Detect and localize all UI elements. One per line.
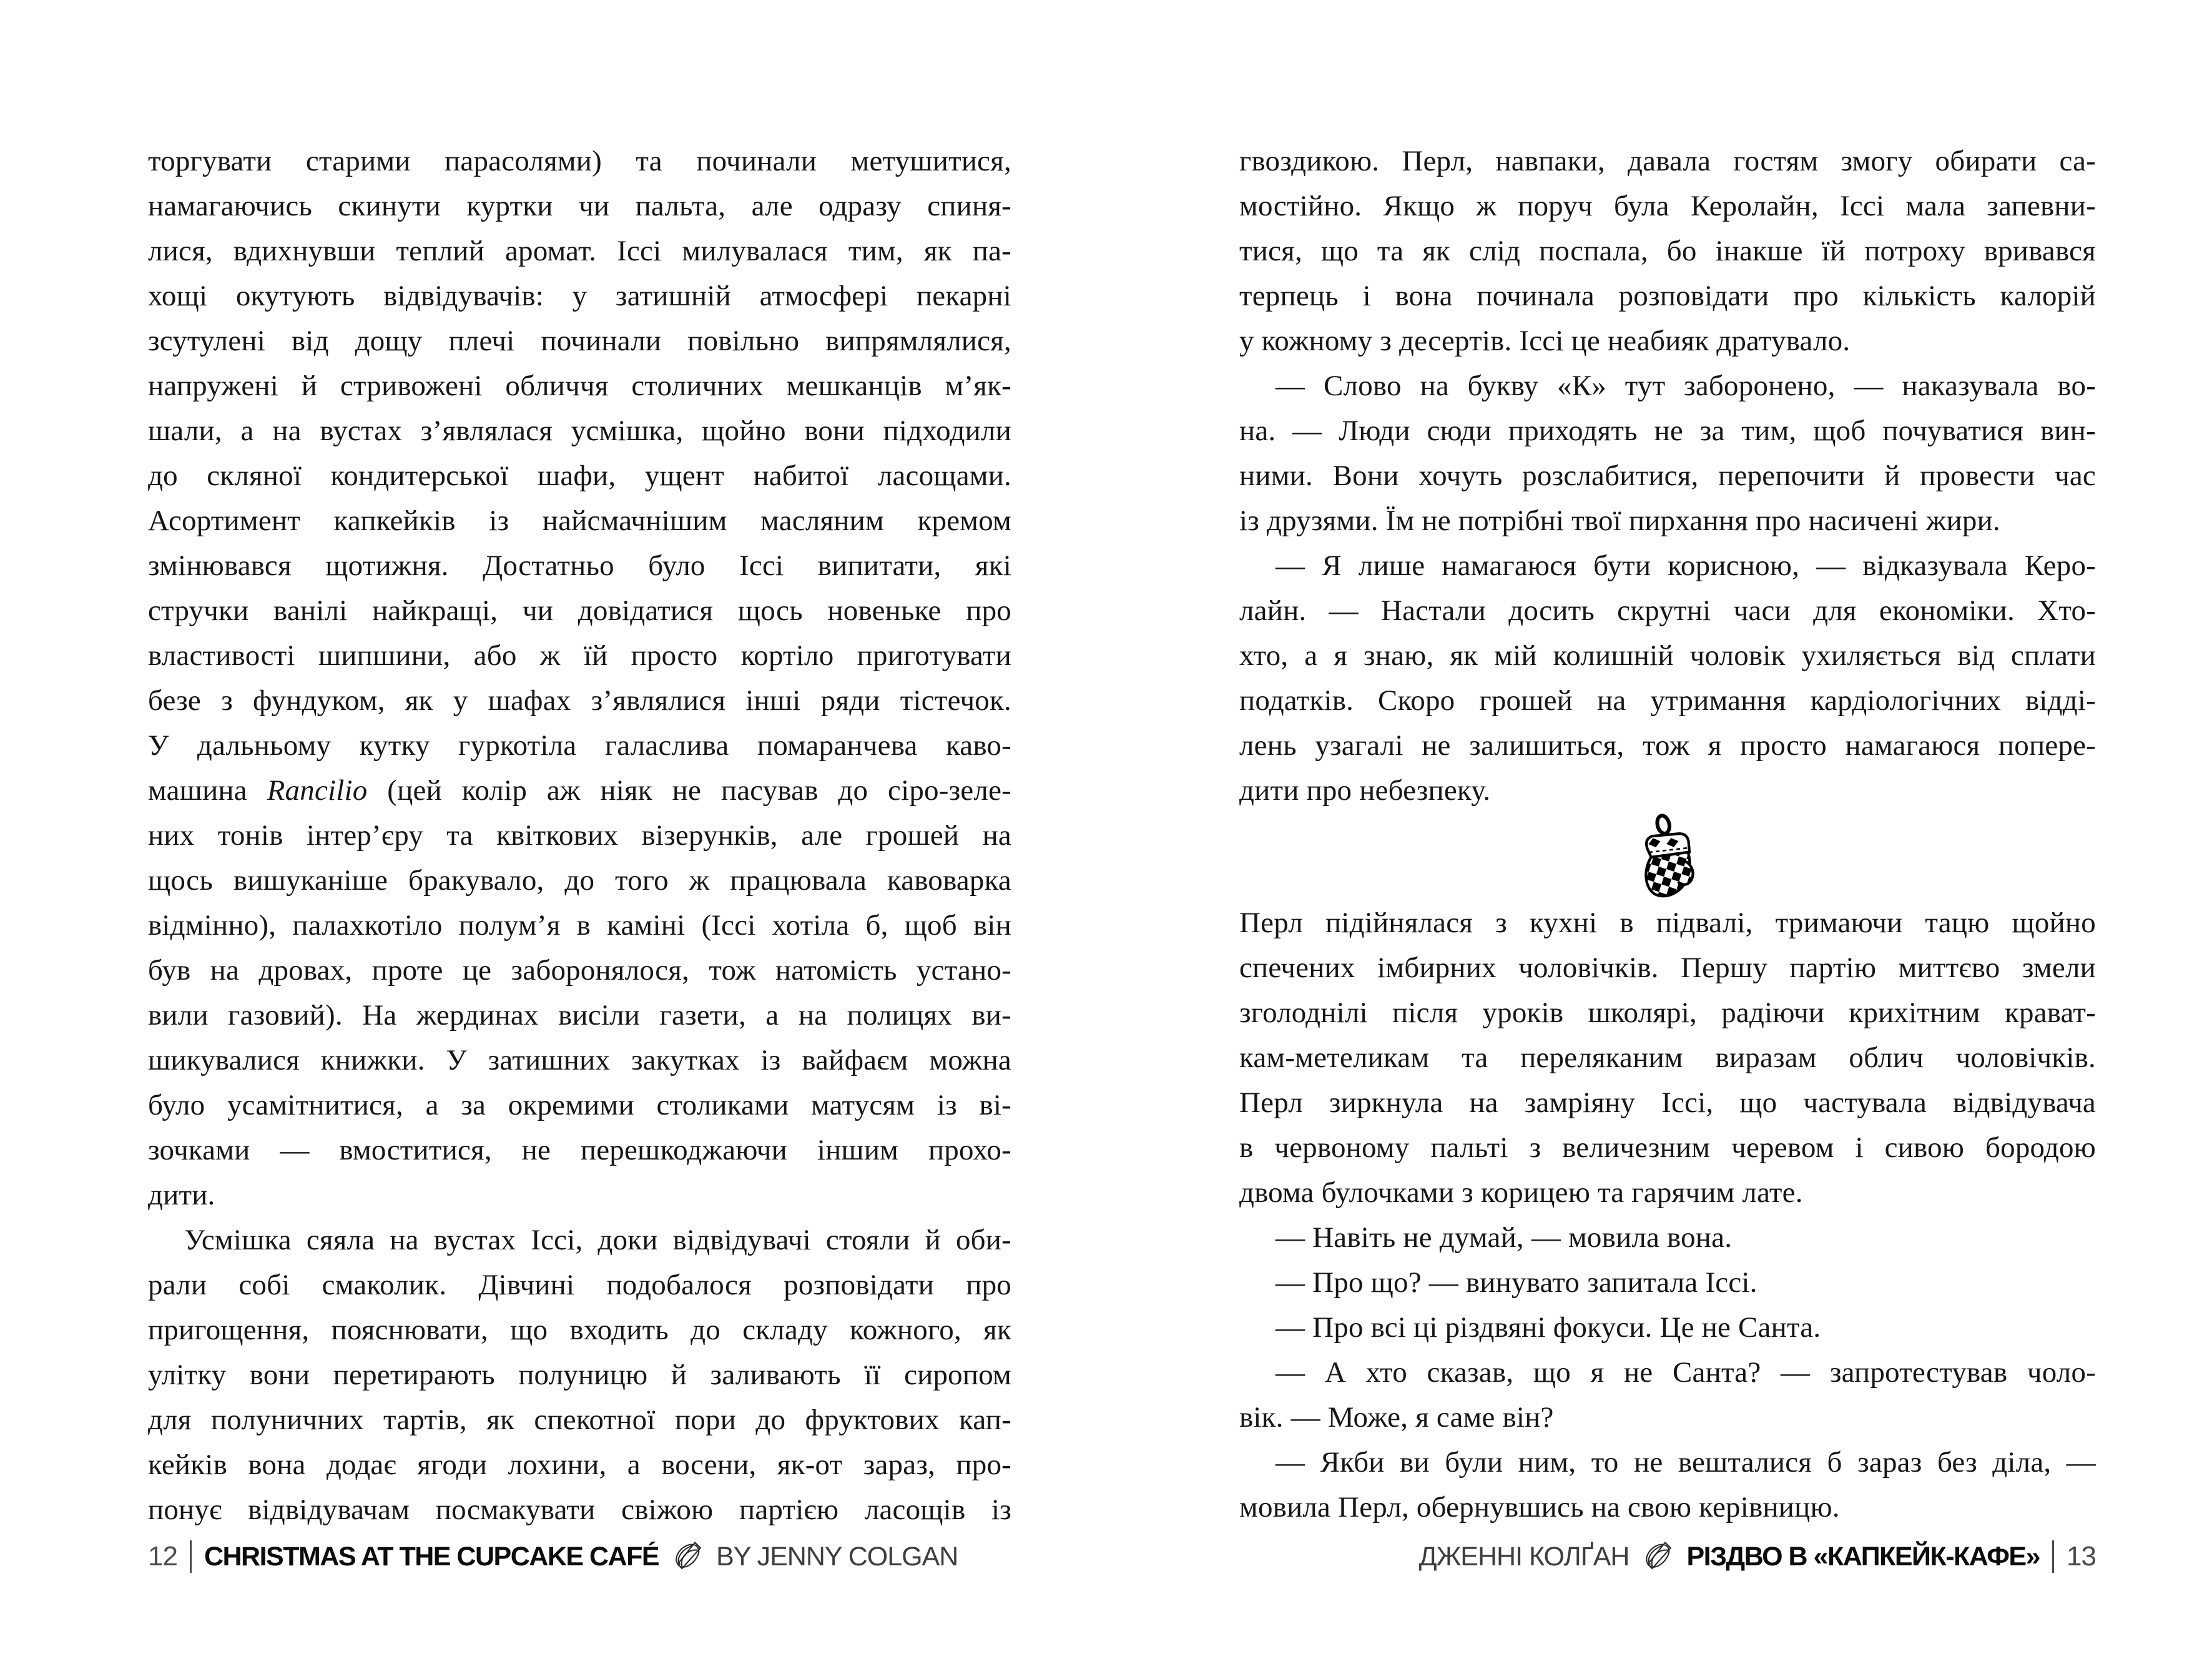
text-line: двома булочками з корицею та гарячим лате. — [1239, 1176, 1803, 1209]
text-line: змінювався щотижня. Достатньо було Іссі випитати, які — [148, 549, 1011, 582]
text-line: зсутулені від дощу плечі починали повільно випрямлялися, — [148, 325, 1011, 357]
text-line: зочками — вмоститися, не перешкоджаючи іншим прохо- — [148, 1134, 1011, 1166]
left-page-text — [148, 139, 1011, 1532]
right-page-text — [1239, 139, 2096, 1530]
text-line: Усмішка сяяла на вустах Іссі, доки відвідувачі стояли й оби- — [184, 1224, 1011, 1256]
text-line: торгувати старими парасолями) та починали метушитися, — [148, 145, 1011, 177]
text-line: властивості шипшини, або ж їй просто кортіло приготувати — [148, 639, 1011, 672]
text-line: лайн. — Настали досить скрутні часи для економіки. Хто- — [1239, 594, 2096, 627]
text-line: вили газовий). На жердинах висіли газети, а на полицях ви- — [148, 999, 1011, 1031]
text-line: щось вишуканіше бракувало, до того ж працювала кавоварка — [148, 864, 1011, 897]
text-line: стручки ванілі найкращі, чи довідатися щось новеньке про — [148, 594, 1011, 627]
book-title-ukrainian: РІЗДВО В «КАПКЕЙК-КАФЕ» — [1686, 1541, 2040, 1572]
footer-divider — [190, 1540, 192, 1573]
text-line: спечених імбирних чоловічків. Першу партію миттєво змели — [1239, 952, 2096, 984]
text-line: напружені й стривожені обличчя столичних мешканців м’як- — [148, 370, 1011, 402]
text-line: — Навіть не думай, — мовила вона. — [1276, 1221, 1733, 1254]
text-line: — Про всі ці різдвяні фокуси. Це не Санта. — [1276, 1311, 1821, 1344]
text-line: кейків вона додає ягоди лохини, а восени, як-от зараз, про- — [148, 1449, 1011, 1481]
left-page-footer — [148, 1538, 958, 1575]
text-line: мовила Перл, обернувшись на свою керівницю. — [1239, 1491, 1840, 1524]
text-line: шикувалися книжки. У затишних закутках із вайфаєм можна — [148, 1044, 1011, 1076]
right-page-paragraphs-top — [1239, 139, 2096, 813]
text-line: — Про що? — винувато запитала Іссі. — [1276, 1266, 1757, 1299]
text-line: в червоному пальті з величезним черевом і сивою бородою — [1239, 1131, 2096, 1164]
right-page-footer — [1418, 1538, 2096, 1575]
text-line: Перл зиркнула на замріяну Іссі, що частувала відвідувача — [1239, 1086, 2096, 1119]
text-line: відмінно), палахкотіло полум’я в каміні (Іссі хотіла б, щоб він — [148, 909, 1011, 942]
text-line: тися, що та як слід поспала, бо інакше їй потроху вривався — [1239, 235, 2096, 267]
text-line: хто, а я знаю, як мій колишній чоловік ухиляється від сплати — [1239, 639, 2096, 672]
text-line: — Слово на букву «К» тут заборонено, — наказувала во- — [1276, 370, 2096, 402]
text-line: них тонів інтер’єру та квіткових візерунків, але грошей на — [148, 819, 1011, 852]
text-line: машина Rancilio (цей колір аж ніяк не пасував до сіро-зеле- — [148, 774, 1011, 807]
text-line: хощі окутують відвідувачів: у затишній атмосфері пекарні — [148, 280, 1011, 312]
footer-divider — [2052, 1540, 2054, 1573]
author-english: BY JENNY COLGAN — [716, 1541, 958, 1572]
text-line: лися, вдихнувши теплий аромат. Іссі милувалася тим, як па- — [148, 235, 1011, 267]
text-line: пригощення, пояснювати, що входить до складу кожного, як — [148, 1314, 1011, 1346]
text-line: мостійно. Якщо ж поруч була Керолайн, Іссі мала запевни- — [1239, 190, 2096, 222]
text-line: терпець і вона починала розповідати про кількість калорій — [1239, 280, 2096, 312]
section-break-ornament — [1239, 813, 2096, 900]
author-ukrainian: ДЖЕННІ КОЛҐАН — [1418, 1541, 1630, 1572]
text-line: до скляної кондитерської шафи, ущент набитої ласощами. — [148, 460, 1011, 492]
text-line: ними. Вони хочуть розслабитися, перепочити й провести час — [1239, 460, 2096, 492]
right-page-paragraphs-bottom — [1239, 900, 2096, 1530]
text-line: — А хто сказав, що я не Санта? — запротестував чоло- — [1276, 1356, 2096, 1389]
text-line: безе з фундуком, як у шафах з’являлися інші ряди тістечок. — [148, 684, 1011, 717]
text-line: був на дровах, проте це заборонялося, тож натомість устано- — [148, 954, 1011, 987]
text-line: Перл підійнялася з кухні в підвалі, тримаючи тацю щойно — [1239, 907, 2096, 939]
text-line: вік. — Може, я саме він? — [1239, 1401, 1554, 1434]
text-line: було усамітнитися, а за окремими столиками матусям із ві- — [148, 1089, 1011, 1121]
text-line: улітку вони перетирають полуницю й заливають її сиропом — [148, 1359, 1011, 1391]
text-line: намагаючись скинути куртки чи пальта, але одразу спиня- — [148, 190, 1011, 222]
text-line: Асортимент капкейків із найсмачнішим масляним кремом — [148, 505, 1011, 537]
text-line: зголоднілі після уроків школярі, радіючи крихітним крават- — [1239, 997, 2096, 1029]
whisk-icon — [1641, 1540, 1674, 1573]
text-line: у кожному з десертів. Іссі це неабияк дратувало. — [1239, 325, 1851, 357]
book-title-english: CHRISTMAS AT THE CUPCAKE CAFÉ — [204, 1541, 659, 1572]
text-line: понує відвідувачам посмакувати свіжою партією ласощів із — [148, 1494, 1011, 1526]
text-line: дити про небезпеку. — [1239, 774, 1491, 807]
text-line: — Я лише намагаюся бути корисною, — відказувала Керо- — [1276, 549, 2096, 582]
text-line: — Якби ви були ним, то не вешталися б зараз без діла, — — [1276, 1446, 2096, 1479]
text-line: із друзями. Їм не потрібні твої пирхання про насичені жири. — [1239, 505, 2000, 537]
whisk-icon — [671, 1540, 704, 1573]
text-line: дити. — [148, 1179, 215, 1211]
text-line: кам-метеликам та переляканим виразам облич чоловічків. — [1239, 1041, 2096, 1074]
text-line: на. — Люди сюди приходять не за тим, щоб почуватися вин- — [1239, 415, 2096, 447]
text-line: для полуничних тартів, як спекотної пори до фруктових кап- — [148, 1404, 1011, 1436]
right-page-number: 13 — [2067, 1541, 2096, 1572]
text-line: податків. Скоро грошей на утримання кардіологічних відді- — [1239, 684, 2096, 717]
text-line: гвоздикою. Перл, навпаки, давала гостям змогу обирати са- — [1239, 145, 2096, 177]
text-line: рали собі смаколик. Дівчині подобалося розповідати про — [148, 1269, 1011, 1301]
text-line: шали, а на вустах з’являлася усмішка, щойно вони підходили — [148, 415, 1011, 447]
text-line: лень узагалі не залишиться, тож я просто намагаюся попере- — [1239, 729, 2096, 762]
oven-mitt-icon — [1631, 812, 1704, 902]
left-page-number: 12 — [148, 1541, 177, 1572]
text-line: У дальньому кутку гуркотіла галаслива помаранчева каво- — [148, 729, 1011, 762]
